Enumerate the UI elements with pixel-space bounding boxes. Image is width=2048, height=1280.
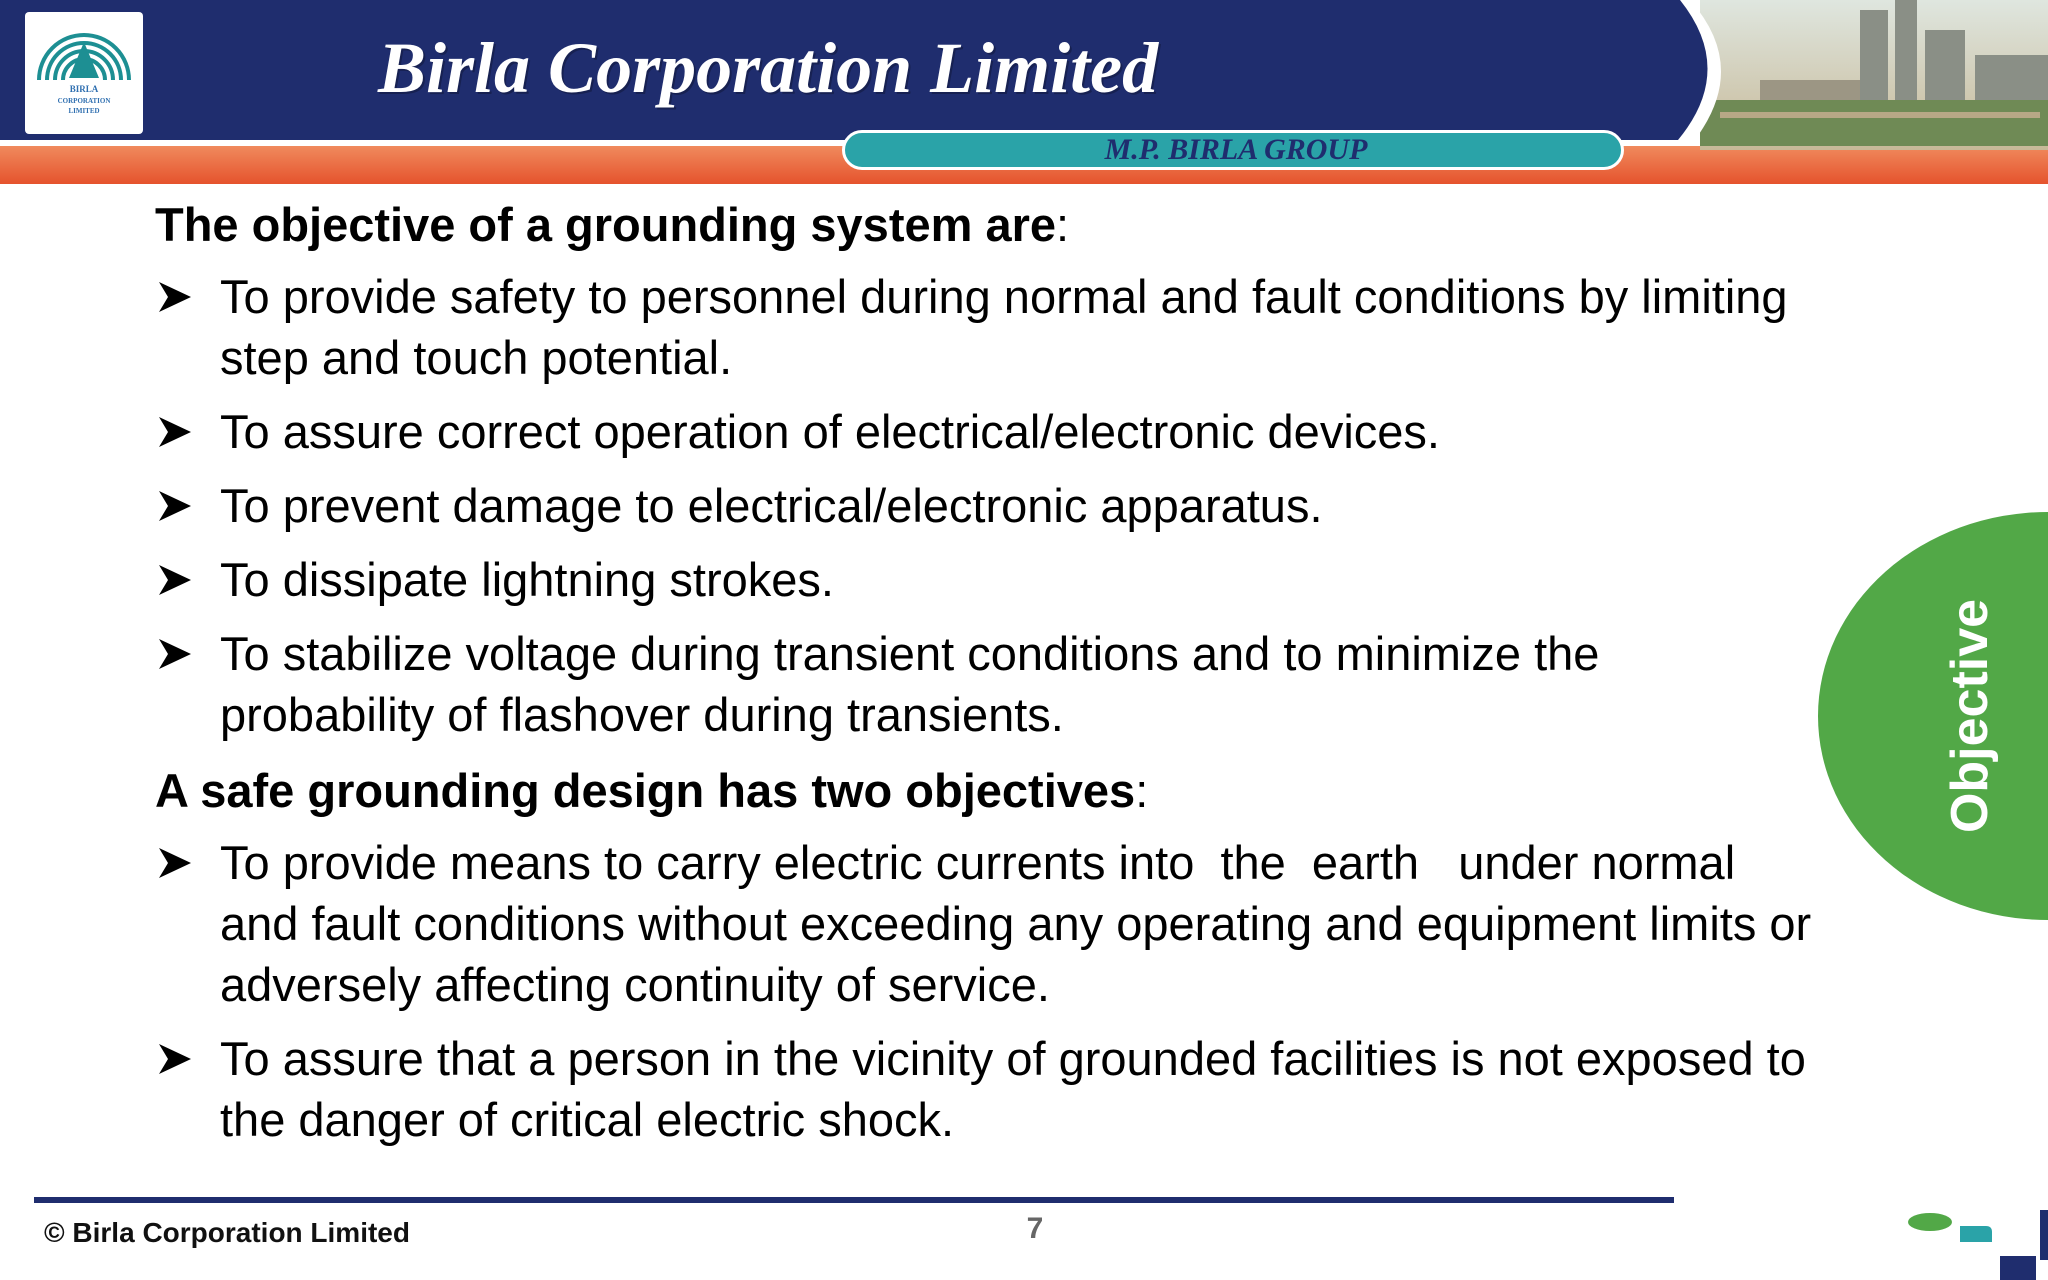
logo-text-line1: BIRLA bbox=[69, 84, 99, 94]
bullet-text: To assure correct operation of electrical/electronic devices. bbox=[220, 405, 1440, 458]
side-tab-label: Objective bbox=[1941, 598, 1999, 834]
list-item bbox=[155, 401, 1815, 462]
logo-text-line2: CORPORATION bbox=[57, 97, 111, 105]
slide-content bbox=[155, 192, 1825, 1163]
side-tab-objective bbox=[1818, 512, 2048, 920]
bullet-list-grounding-objectives bbox=[155, 266, 1788, 745]
logo-text-line3: LIMITED bbox=[68, 107, 100, 115]
company-logo bbox=[25, 12, 143, 134]
arrow-bullet-icon bbox=[157, 415, 193, 449]
arrow-bullet-icon bbox=[157, 1042, 193, 1076]
bullet-text: To stabilize voltage during transient conditions and to minimize the probability of flashover during transients. bbox=[220, 627, 1600, 741]
bullet-text: To prevent damage to electrical/electronic apparatus. bbox=[220, 479, 1323, 532]
section-heading-text: A safe grounding design has two objectives bbox=[155, 764, 1136, 817]
footer-divider bbox=[34, 1197, 1674, 1203]
slide-header bbox=[0, 0, 2048, 184]
arrow-bullet-icon bbox=[157, 489, 193, 523]
section-heading-safe-design: A safe grounding design has two objectives: bbox=[155, 764, 1149, 817]
list-item bbox=[155, 623, 1815, 745]
arrow-bullet-icon bbox=[157, 563, 193, 597]
list-item bbox=[155, 475, 1815, 536]
arrow-bullet-icon bbox=[157, 280, 193, 314]
section-heading-text: The objective of a grounding system are bbox=[155, 198, 1057, 251]
list-item bbox=[155, 1028, 1815, 1150]
bullet-text: To assure that a person in the vicinity of grounded facilities is not exposed to the danger of critical electric shock. bbox=[220, 1032, 1806, 1146]
list-item bbox=[155, 549, 1815, 610]
company-title: Birla Corporation Limited bbox=[378, 28, 1159, 108]
logo-arcs-icon bbox=[25, 12, 143, 134]
bullet-text: To dissipate lightning strokes. bbox=[220, 553, 834, 606]
list-item bbox=[155, 832, 1825, 1015]
bullet-text: To provide means to carry electric currents into the earth under normal and fault conditions without exceeding any operating and equipment limits or adversely affecting continuity of service. bbox=[220, 836, 1825, 1011]
section-heading-grounding-objectives: The objective of a grounding system are: bbox=[155, 198, 1070, 251]
footer-copyright: © Birla Corporation Limited bbox=[44, 1217, 410, 1248]
list-item bbox=[155, 266, 1815, 388]
group-label: M.P. BIRLA GROUP bbox=[1104, 133, 1368, 166]
page-number: 7 bbox=[1026, 1212, 1044, 1245]
bullet-text: To provide safety to personnel during normal and fault conditions by limiting step and touch potential. bbox=[220, 270, 1788, 384]
decorative-shapes-icon bbox=[1900, 1200, 2048, 1280]
arrow-bullet-icon bbox=[157, 637, 193, 671]
bullet-list-safe-design bbox=[155, 832, 1825, 1150]
group-badge bbox=[842, 130, 1624, 170]
arrow-bullet-icon bbox=[157, 846, 193, 880]
